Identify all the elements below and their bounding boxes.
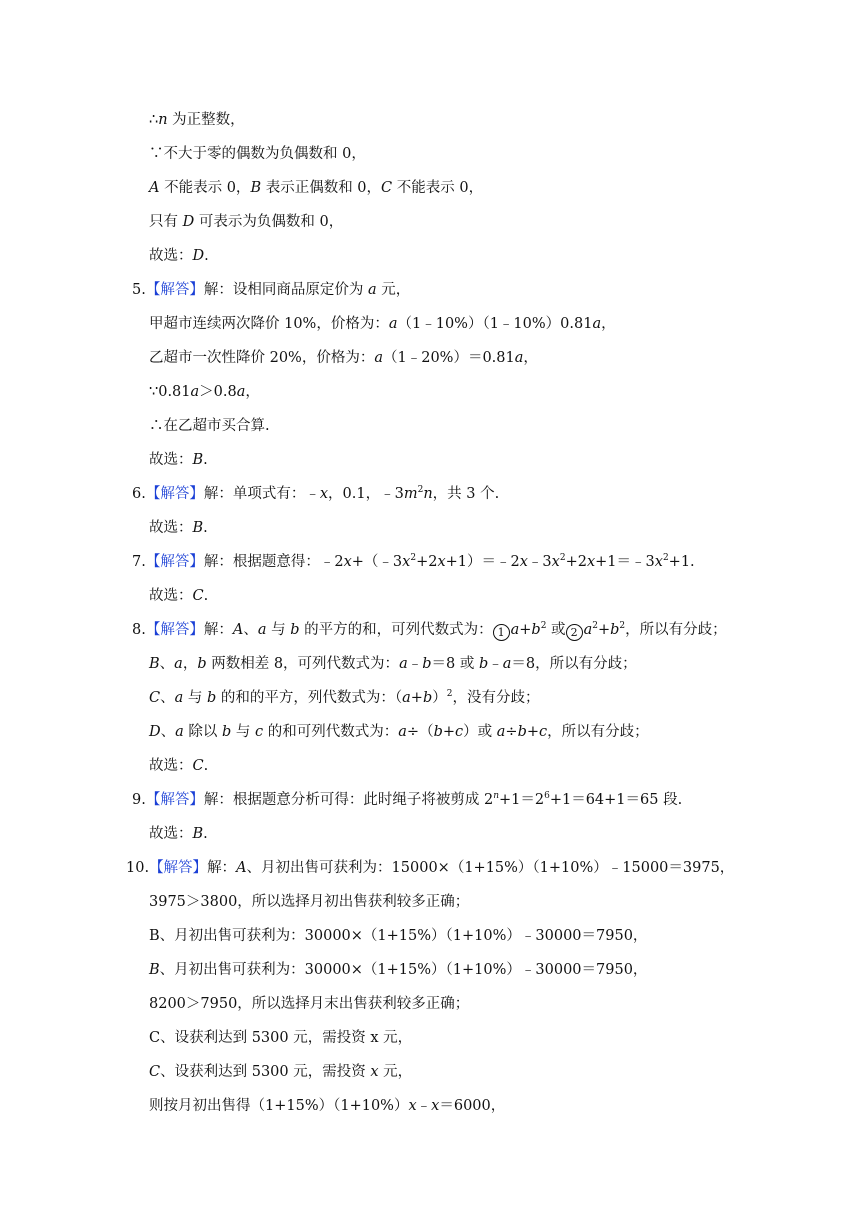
solution-line: ∵0.81a＞0.8a， [149, 384, 260, 400]
solution-line: ∴在乙超市买合算. [149, 418, 270, 434]
answer-line: 故选：B. [149, 452, 208, 468]
question-6-solution: 6.【解答】解：单项式有：﹣x，0.1，$﹣3m^2n$，共 3 个. [132, 485, 500, 502]
solution-line: ∴n 为正整数， [149, 112, 245, 128]
question-8-solution: 8.【解答】解：A、a 与 b 的平方的和，可列代数式为： 1 $a+b^2$ 或 2 $a^2+b^2$，所以有分歧； [132, 621, 727, 639]
solution-line: B、月初出售可获利为：30000×（1+15%）（1+10%）﹣30000＝7950， [149, 928, 648, 944]
answer-line: 故选：B. [149, 520, 208, 536]
answer-line: 故选：C. [149, 588, 209, 604]
solution-line: ∵不大于零的偶数为负偶数和 0， [149, 146, 366, 162]
solution-line: C、设获利达到 5300 元，需投资 x 元， [149, 1030, 413, 1046]
solution-line: 8200＞7950，所以选择月末出售获利较多正确； [149, 996, 470, 1012]
solution-line: B、a，b 两数相差 8，可列代数式为：a﹣b＝8 或 b﹣a＝8，所以有分歧； [149, 656, 637, 672]
question-5-solution: 5.【解答】解：设相同商品原定价为 a 元， [132, 282, 411, 298]
answer-tag: 【解答】 [145, 792, 204, 808]
solution-line: C、a 与 b 的和的平方，列代数式为：$(a+b)^2$，没有分歧； [149, 689, 540, 706]
answer-tag: 【解答】 [145, 622, 204, 638]
solution-line: 甲超市连续两次降价 10%，价格为：a（1﹣10%）（1﹣10%）0.81a， [149, 316, 616, 332]
answer-tag: 【解答】 [145, 486, 204, 502]
solution-line: B、月初出售可获利为：30000×（1+15%）（1+10%）﹣30000＝7950， [149, 962, 648, 978]
question-9-solution: 9.【解答】解：根据题意分析可得：此时绳子将被剪成 $2^n+1=2^6+1=64+1=65$ 段. [132, 791, 683, 808]
answer-line: 故选：D. [149, 248, 209, 264]
answer-tag: 【解答】 [145, 554, 204, 570]
answer-tag: 【解答】 [149, 860, 208, 876]
solution-line: C、设获利达到 5300 元，需投资 x 元， [149, 1064, 413, 1080]
solution-line: 只有 D 可表示为负偶数和 0， [149, 214, 344, 230]
answer-tag: 【解答】 [145, 282, 204, 298]
question-10-solution: 10.【解答】解：A、月初出售可获利为：15000×（1+15%）（1+10%）﹣15000＝3975， [126, 860, 735, 876]
solution-line: A 不能表示 0，B 表示正偶数和 0，C 不能表示 0， [149, 180, 484, 196]
answer-line: 故选：B. [149, 826, 208, 842]
answer-line: 故选：C. [149, 758, 209, 774]
solution-line: 3975＞3800，所以选择月初出售获利较多正确； [149, 894, 470, 910]
question-7-solution: 7.【解答】解：根据题意得：$﹣2x+(﹣3x^2+2x+1)=﹣2x﹣3x^2+2x+1=﹣3x^2+1$. [132, 553, 695, 570]
solution-line: 乙超市一次性降价 20%，价格为：a（1﹣20%）＝0.81a， [149, 350, 538, 366]
solution-line: D、a 除以 b 与 c 的和可列代数式为：a÷（b+c）或 a÷b+c，所以有分歧； [149, 724, 649, 740]
solution-line: 则按月初出售得（1+15%）（1+10%）x﹣x＝6000， [149, 1098, 506, 1114]
